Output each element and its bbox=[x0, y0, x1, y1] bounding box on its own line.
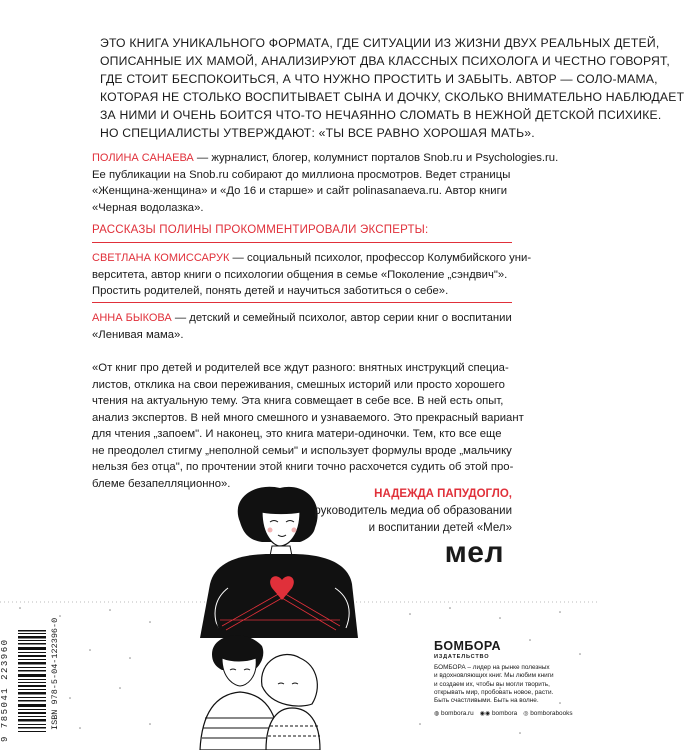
instagram-icon: ◎ bbox=[523, 711, 529, 718]
quote-line: «От книг про детей и родителей все ждут разного: внятных инструкций специа- bbox=[92, 362, 509, 374]
publisher-desc bbox=[434, 664, 584, 705]
publisher-block bbox=[434, 640, 584, 717]
expert1-bio-line: верситета, автор книги о психологии общения в семье «Поколение „сэндвич"». bbox=[92, 268, 508, 281]
barcode-digits: 9 785041 223960 bbox=[0, 638, 10, 742]
expert-rule bbox=[92, 302, 512, 303]
isbn-number: ISBN 978-5-04-122396-0 bbox=[50, 617, 60, 730]
vk-text: bombora bbox=[491, 710, 518, 718]
expert1-name: СВЕТЛАНА КОМИССАРУК bbox=[92, 252, 230, 264]
reviewer-name: НАДЕЖДА ПАПУДОГЛО, bbox=[374, 488, 512, 500]
site-text: bombora.ru bbox=[441, 710, 474, 718]
expert2-bio-first: — детский и семейный психолог, автор серии книг о воспитании bbox=[171, 312, 512, 324]
heading-rule bbox=[92, 242, 512, 243]
publisher-desc-line: и создаем их, чтобы вы могли творить, bbox=[434, 680, 550, 688]
intro-line: ЗА НИМИ И ОЧЕНЬ БОИТСЯ ЧТО-ТО НЕЧАЯННО СЛОМАТЬ В НЕЖНОЙ ДЕТСКОЙ ПСИХИКЕ. bbox=[100, 108, 662, 122]
review-signature bbox=[314, 486, 512, 537]
girl-hair bbox=[262, 654, 318, 706]
instagram-link[interactable] bbox=[523, 710, 572, 717]
intro-line: НО СПЕЦИАЛИСТЫ УТВЕРЖДАЮТ: «ТЫ ВСЕ РАВНО ХОРОШАЯ МАТЬ». bbox=[100, 126, 535, 140]
expert2-bio-line: «Ленивая мама». bbox=[92, 328, 184, 341]
intro-line: ГДЕ СТОИТ БЕСПОКОИТЬСЯ, А ЧТО НУЖНО ПРОСТИТЬ И ЗАБЫТЬ. АВТОР — СОЛО-МАМА, bbox=[100, 72, 658, 86]
expert1-bio-line: Простить родителей, понять детей и научиться заботиться о себе». bbox=[92, 285, 449, 297]
quote-line: анализ экспертов. В ней много смешного и узнаваемого. Это прекрасный вариант bbox=[92, 411, 524, 424]
review-quote bbox=[92, 360, 524, 492]
reviewer-role: и воспитании детей «Мел» bbox=[368, 522, 512, 534]
author-bio-line: Ее публикации на Snob.ru собирают до миллиона просмотров. Ведет страницы bbox=[92, 168, 511, 181]
ig-text: bomborabooks bbox=[530, 710, 573, 718]
publisher-links bbox=[434, 710, 584, 717]
expert2-name: АННА БЫКОВА bbox=[92, 312, 172, 324]
author-bio-line: «Женщина-женщина» и «До 16 и старше» и сайт polinasanaeva.ru. Автор книги bbox=[92, 185, 508, 197]
expert1-bio bbox=[92, 250, 532, 300]
quote-line: нельзя без отца", по прочтении этой книги точно расхочется судить об этой про- bbox=[92, 461, 514, 473]
expert2-bio bbox=[92, 310, 514, 343]
quote-line: не преодолел стигму „неполной семьи" и использует формулы вроде „мальчику bbox=[92, 444, 512, 457]
publisher-desc-line: и вдохновляющих книг. Мы любим книги bbox=[434, 672, 554, 680]
site-link[interactable] bbox=[434, 710, 474, 717]
intro-line: ЭТО КНИГА УНИКАЛЬНОГО ФОРМАТА, ГДЕ СИТУАЦИИ ИЗ ЖИЗНИ ДВУХ РЕАЛЬНЫХ ДЕТЕЙ, bbox=[100, 36, 660, 50]
vk-link[interactable] bbox=[480, 710, 518, 717]
reviewer-role: руководитель медиа об образовании bbox=[314, 505, 512, 517]
intro-line: ОПИСАННЫЕ ИХ МАМОЙ, АНАЛИЗИРУЮТ ДВА КЛАССНЫХ ПСИХОЛОГА И ЧЕСТНО ГОВОРЯТ, bbox=[100, 54, 670, 68]
mel-logo: мел bbox=[444, 536, 504, 569]
author-name: ПОЛИНА САНАЕВА bbox=[92, 152, 194, 164]
publisher-brand: БОМБОРА bbox=[434, 639, 501, 653]
publisher-desc-line: открывать мир, пробовать новое, расти. bbox=[434, 688, 554, 696]
experts-heading: РАССКАЗЫ ПОЛИНЫ ПРОКОММЕНТИРОВАЛИ ЭКСПЕРТЫ: bbox=[92, 224, 429, 236]
intro-line: КОТОРАЯ НЕ СТОЛЬКО ВОСПИТЫВАЕТ СЫНА И ДОЧКУ, СКОЛЬКО ВНИМАТЕЛЬНО НАБЛЮДАЕТ bbox=[100, 90, 684, 104]
vk-telegram-icon: ◉◉ bbox=[479, 711, 491, 718]
globe-icon: ◍ bbox=[434, 711, 440, 718]
intro-paragraph bbox=[100, 34, 684, 142]
publisher-desc-line: БОМБОРА – лидер на рынке полезных bbox=[434, 664, 550, 671]
quote-line: листов, отклика на свои переживания, смешных историй или просто хорошего bbox=[92, 378, 505, 391]
quote-line: чтения на актуальную тему. Эта книга совмещает в себе все. В ней есть опыт, bbox=[92, 395, 504, 407]
publisher-sub: ИЗДАТЕЛЬСТВО bbox=[434, 654, 490, 660]
author-bio-first: — журналист, блогер, колумнист порталов Snob.ru и Psychologies.ru. bbox=[193, 152, 559, 164]
author-bio bbox=[92, 150, 559, 216]
quote-line: для чтения „запоем". И наконец, это книга матери-одиночки. Тем, кто все еще bbox=[92, 428, 502, 440]
publisher-desc-line: Быть счастливыми. Быть на волне. bbox=[434, 697, 539, 705]
expert1-bio-first: — социальный психолог, профессор Колумбийского уни- bbox=[229, 252, 532, 264]
author-bio-line: «Черная водолазка». bbox=[92, 201, 204, 214]
quote-line: блеме безапелляционно». bbox=[92, 477, 231, 490]
